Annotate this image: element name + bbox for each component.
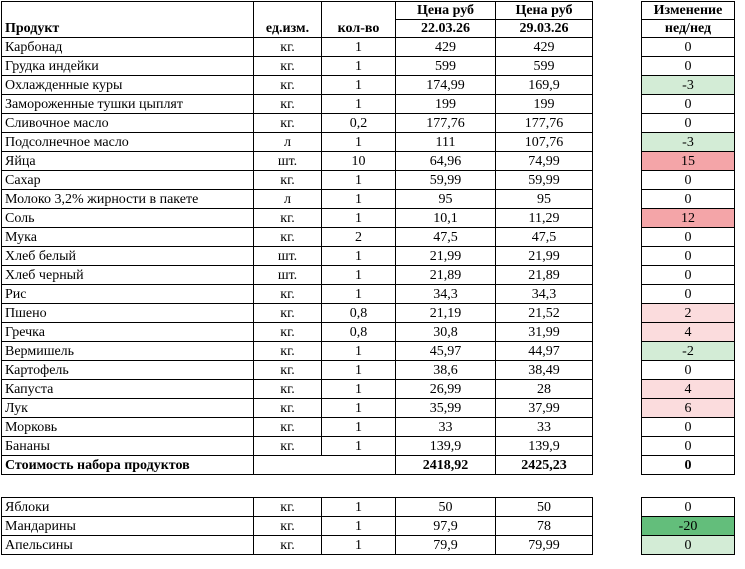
qty-cell: 1 bbox=[322, 342, 396, 361]
table-row bbox=[2, 437, 735, 456]
price-1-cell: 429 bbox=[396, 38, 496, 57]
product-name: Яблоки bbox=[2, 498, 254, 517]
price-1-cell: 139,9 bbox=[396, 437, 496, 456]
price-1-cell: 21,19 bbox=[396, 304, 496, 323]
column-gap bbox=[593, 380, 642, 399]
price-1-cell: 177,76 bbox=[396, 114, 496, 133]
fruit-row bbox=[2, 517, 735, 536]
table-row bbox=[2, 361, 735, 380]
column-gap bbox=[593, 228, 642, 247]
column-gap bbox=[593, 209, 642, 228]
table-row bbox=[2, 266, 735, 285]
price-2-cell: 33 bbox=[496, 418, 593, 437]
total-empty bbox=[254, 456, 396, 475]
unit-cell: кг. bbox=[254, 399, 322, 418]
change-cell: 0 bbox=[642, 498, 735, 517]
table-row bbox=[2, 399, 735, 418]
qty-cell: 2 bbox=[322, 228, 396, 247]
unit-cell: кг. bbox=[254, 342, 322, 361]
price-1-cell: 50 bbox=[396, 498, 496, 517]
product-name: Замороженные тушки цыплят bbox=[2, 95, 254, 114]
header-change-line1: Изменение bbox=[642, 2, 735, 20]
price-2-cell: 28 bbox=[496, 380, 593, 399]
price-1-cell: 34,3 bbox=[396, 285, 496, 304]
column-gap bbox=[593, 418, 642, 437]
qty-cell: 1 bbox=[322, 190, 396, 209]
unit-cell: кг. bbox=[254, 171, 322, 190]
qty-cell: 1 bbox=[322, 285, 396, 304]
qty-cell: 0,8 bbox=[322, 323, 396, 342]
price-2-cell: 169,9 bbox=[496, 76, 593, 95]
qty-cell: 1 bbox=[322, 399, 396, 418]
table-row bbox=[2, 418, 735, 437]
product-name: Лук bbox=[2, 399, 254, 418]
qty-cell: 10 bbox=[322, 152, 396, 171]
fruit-row bbox=[2, 498, 735, 517]
unit-cell: кг. bbox=[254, 304, 322, 323]
price-2-cell: 107,76 bbox=[496, 133, 593, 152]
product-name: Молоко 3,2% жирности в пакете bbox=[2, 190, 254, 209]
table-row bbox=[2, 171, 735, 190]
change-cell: 6 bbox=[642, 399, 735, 418]
unit-cell: кг. bbox=[254, 323, 322, 342]
product-name: Рис bbox=[2, 285, 254, 304]
header-date-2: 29.03.26 bbox=[496, 20, 593, 38]
product-name: Яйца bbox=[2, 152, 254, 171]
qty-cell: 1 bbox=[322, 76, 396, 95]
price-1-cell: 35,99 bbox=[396, 399, 496, 418]
unit-cell: кг. bbox=[254, 418, 322, 437]
change-cell: 0 bbox=[642, 171, 735, 190]
price-2-cell: 34,3 bbox=[496, 285, 593, 304]
unit-cell: шт. bbox=[254, 152, 322, 171]
price-2-cell: 199 bbox=[496, 95, 593, 114]
change-cell: -2 bbox=[642, 342, 735, 361]
price-1-cell: 33 bbox=[396, 418, 496, 437]
unit-cell: кг. bbox=[254, 536, 322, 555]
price-2-cell: 429 bbox=[496, 38, 593, 57]
price-1-cell: 21,89 bbox=[396, 266, 496, 285]
change-cell: -3 bbox=[642, 133, 735, 152]
price-1-cell: 47,5 bbox=[396, 228, 496, 247]
unit-cell: кг. bbox=[254, 57, 322, 76]
header-change-line2: нед/нед bbox=[642, 20, 735, 38]
product-name: Охлажденные куры bbox=[2, 76, 254, 95]
table-row bbox=[2, 114, 735, 133]
price-1-cell: 21,99 bbox=[396, 247, 496, 266]
qty-cell: 1 bbox=[322, 209, 396, 228]
total-price-1: 2418,92 bbox=[396, 456, 496, 475]
product-name: Картофель bbox=[2, 361, 254, 380]
change-cell: 4 bbox=[642, 380, 735, 399]
table-row bbox=[2, 190, 735, 209]
qty-cell: 1 bbox=[322, 95, 396, 114]
total-label: Стоимость набора продуктов bbox=[2, 456, 254, 475]
price-2-cell: 31,99 bbox=[496, 323, 593, 342]
unit-cell: л bbox=[254, 190, 322, 209]
column-gap bbox=[593, 38, 642, 57]
table-row bbox=[2, 57, 735, 76]
change-cell: 2 bbox=[642, 304, 735, 323]
price-1-cell: 45,97 bbox=[396, 342, 496, 361]
change-cell: 0 bbox=[642, 95, 735, 114]
unit-cell: кг. bbox=[254, 209, 322, 228]
column-gap bbox=[593, 171, 642, 190]
column-gap bbox=[593, 57, 642, 76]
column-gap bbox=[593, 114, 642, 133]
column-gap bbox=[593, 517, 642, 536]
product-name: Мандарины bbox=[2, 517, 254, 536]
unit-cell: кг. bbox=[254, 361, 322, 380]
price-2-cell: 79,99 bbox=[496, 536, 593, 555]
price-2-cell: 59,99 bbox=[496, 171, 593, 190]
qty-cell: 1 bbox=[322, 247, 396, 266]
fruit-row bbox=[2, 536, 735, 555]
change-cell: 0 bbox=[642, 418, 735, 437]
header-qty: кол-во bbox=[322, 2, 396, 38]
table-row bbox=[2, 304, 735, 323]
qty-cell: 1 bbox=[322, 266, 396, 285]
change-cell: 0 bbox=[642, 437, 735, 456]
price-2-cell: 21,52 bbox=[496, 304, 593, 323]
table-row bbox=[2, 38, 735, 57]
qty-cell: 1 bbox=[322, 380, 396, 399]
product-name: Хлеб черный bbox=[2, 266, 254, 285]
price-1-cell: 64,96 bbox=[396, 152, 496, 171]
column-gap bbox=[593, 323, 642, 342]
price-2-cell: 37,99 bbox=[496, 399, 593, 418]
product-name: Пшено bbox=[2, 304, 254, 323]
column-gap bbox=[593, 456, 642, 475]
change-cell: 0 bbox=[642, 247, 735, 266]
price-1-cell: 59,99 bbox=[396, 171, 496, 190]
unit-cell: кг. bbox=[254, 228, 322, 247]
unit-cell: л bbox=[254, 133, 322, 152]
price-2-cell: 74,99 bbox=[496, 152, 593, 171]
price-1-cell: 38,6 bbox=[396, 361, 496, 380]
change-cell: 0 bbox=[642, 114, 735, 133]
qty-cell: 1 bbox=[322, 133, 396, 152]
header-unit: ед.изм. bbox=[254, 2, 322, 38]
column-gap bbox=[593, 133, 642, 152]
change-cell: 0 bbox=[642, 536, 735, 555]
column-gap bbox=[593, 285, 642, 304]
total-change: 0 bbox=[642, 456, 735, 475]
qty-cell: 1 bbox=[322, 57, 396, 76]
column-gap bbox=[593, 498, 642, 517]
unit-cell: кг. bbox=[254, 38, 322, 57]
qty-cell: 1 bbox=[322, 498, 396, 517]
table-row bbox=[2, 247, 735, 266]
qty-cell: 1 bbox=[322, 437, 396, 456]
column-gap bbox=[593, 190, 642, 209]
table-row bbox=[2, 133, 735, 152]
change-cell: 15 bbox=[642, 152, 735, 171]
change-cell: 0 bbox=[642, 228, 735, 247]
total-price-2: 2425,23 bbox=[496, 456, 593, 475]
table-row bbox=[2, 228, 735, 247]
price-2-cell: 21,99 bbox=[496, 247, 593, 266]
price-2-cell: 11,29 bbox=[496, 209, 593, 228]
price-2-cell: 177,76 bbox=[496, 114, 593, 133]
price-2-cell: 47,5 bbox=[496, 228, 593, 247]
product-name: Подсолнечное масло bbox=[2, 133, 254, 152]
column-gap bbox=[593, 437, 642, 456]
price-1-cell: 111 bbox=[396, 133, 496, 152]
unit-cell: кг. bbox=[254, 285, 322, 304]
change-cell: -3 bbox=[642, 76, 735, 95]
header-date-1: 22.03.26 bbox=[396, 20, 496, 38]
fruit-table bbox=[1, 497, 735, 555]
price-1-cell: 599 bbox=[396, 57, 496, 76]
product-name: Гречка bbox=[2, 323, 254, 342]
unit-cell: кг. bbox=[254, 517, 322, 536]
qty-cell: 1 bbox=[322, 38, 396, 57]
qty-cell: 1 bbox=[322, 536, 396, 555]
qty-cell: 1 bbox=[322, 361, 396, 380]
column-gap bbox=[593, 2, 642, 38]
price-1-cell: 26,99 bbox=[396, 380, 496, 399]
product-name: Мука bbox=[2, 228, 254, 247]
product-name: Апельсины bbox=[2, 536, 254, 555]
change-cell: 4 bbox=[642, 323, 735, 342]
change-cell: -20 bbox=[642, 517, 735, 536]
unit-cell: кг. bbox=[254, 380, 322, 399]
price-2-cell: 599 bbox=[496, 57, 593, 76]
product-name: Сахар bbox=[2, 171, 254, 190]
product-name: Сливочное масло bbox=[2, 114, 254, 133]
table-row bbox=[2, 323, 735, 342]
product-name: Морковь bbox=[2, 418, 254, 437]
change-cell: 0 bbox=[642, 38, 735, 57]
price-2-cell: 38,49 bbox=[496, 361, 593, 380]
qty-cell: 1 bbox=[322, 418, 396, 437]
price-2-cell: 95 bbox=[496, 190, 593, 209]
change-cell: 0 bbox=[642, 57, 735, 76]
product-name: Вермишель bbox=[2, 342, 254, 361]
product-name: Соль bbox=[2, 209, 254, 228]
price-1-cell: 30,8 bbox=[396, 323, 496, 342]
change-cell: 0 bbox=[642, 266, 735, 285]
price-1-cell: 199 bbox=[396, 95, 496, 114]
table-row bbox=[2, 342, 735, 361]
column-gap bbox=[593, 95, 642, 114]
price-1-cell: 174,99 bbox=[396, 76, 496, 95]
product-name: Грудка индейки bbox=[2, 57, 254, 76]
price-2-cell: 21,89 bbox=[496, 266, 593, 285]
price-2-cell: 44,97 bbox=[496, 342, 593, 361]
column-gap bbox=[593, 304, 642, 323]
header-product: Продукт bbox=[2, 2, 254, 38]
table-row bbox=[2, 209, 735, 228]
product-name: Хлеб белый bbox=[2, 247, 254, 266]
unit-cell: шт. bbox=[254, 247, 322, 266]
product-name: Капуста bbox=[2, 380, 254, 399]
product-name: Бананы bbox=[2, 437, 254, 456]
table-row bbox=[2, 95, 735, 114]
table-row bbox=[2, 76, 735, 95]
qty-cell: 1 bbox=[322, 517, 396, 536]
column-gap bbox=[593, 361, 642, 380]
table-row bbox=[2, 152, 735, 171]
table-row bbox=[2, 285, 735, 304]
price-table bbox=[1, 1, 735, 475]
header-price-label-1: Цена руб bbox=[396, 2, 496, 20]
unit-cell: кг. bbox=[254, 76, 322, 95]
change-cell: 0 bbox=[642, 361, 735, 380]
unit-cell: кг. bbox=[254, 95, 322, 114]
table-row bbox=[2, 380, 735, 399]
header-row-1 bbox=[2, 2, 735, 20]
column-gap bbox=[593, 76, 642, 95]
price-1-cell: 79,9 bbox=[396, 536, 496, 555]
qty-cell: 0,2 bbox=[322, 114, 396, 133]
change-cell: 0 bbox=[642, 190, 735, 209]
qty-cell: 0,8 bbox=[322, 304, 396, 323]
change-cell: 0 bbox=[642, 285, 735, 304]
price-2-cell: 139,9 bbox=[496, 437, 593, 456]
price-1-cell: 95 bbox=[396, 190, 496, 209]
total-row bbox=[2, 456, 735, 475]
change-cell: 12 bbox=[642, 209, 735, 228]
unit-cell: кг. bbox=[254, 437, 322, 456]
product-name: Карбонад bbox=[2, 38, 254, 57]
column-gap bbox=[593, 536, 642, 555]
column-gap bbox=[593, 266, 642, 285]
header-price-label-2: Цена руб bbox=[496, 2, 593, 20]
column-gap bbox=[593, 152, 642, 171]
column-gap bbox=[593, 399, 642, 418]
price-2-cell: 78 bbox=[496, 517, 593, 536]
price-1-cell: 97,9 bbox=[396, 517, 496, 536]
column-gap bbox=[593, 247, 642, 266]
unit-cell: шт. bbox=[254, 266, 322, 285]
unit-cell: кг. bbox=[254, 498, 322, 517]
column-gap bbox=[593, 342, 642, 361]
unit-cell: кг. bbox=[254, 114, 322, 133]
price-1-cell: 10,1 bbox=[396, 209, 496, 228]
price-2-cell: 50 bbox=[496, 498, 593, 517]
qty-cell: 1 bbox=[322, 171, 396, 190]
